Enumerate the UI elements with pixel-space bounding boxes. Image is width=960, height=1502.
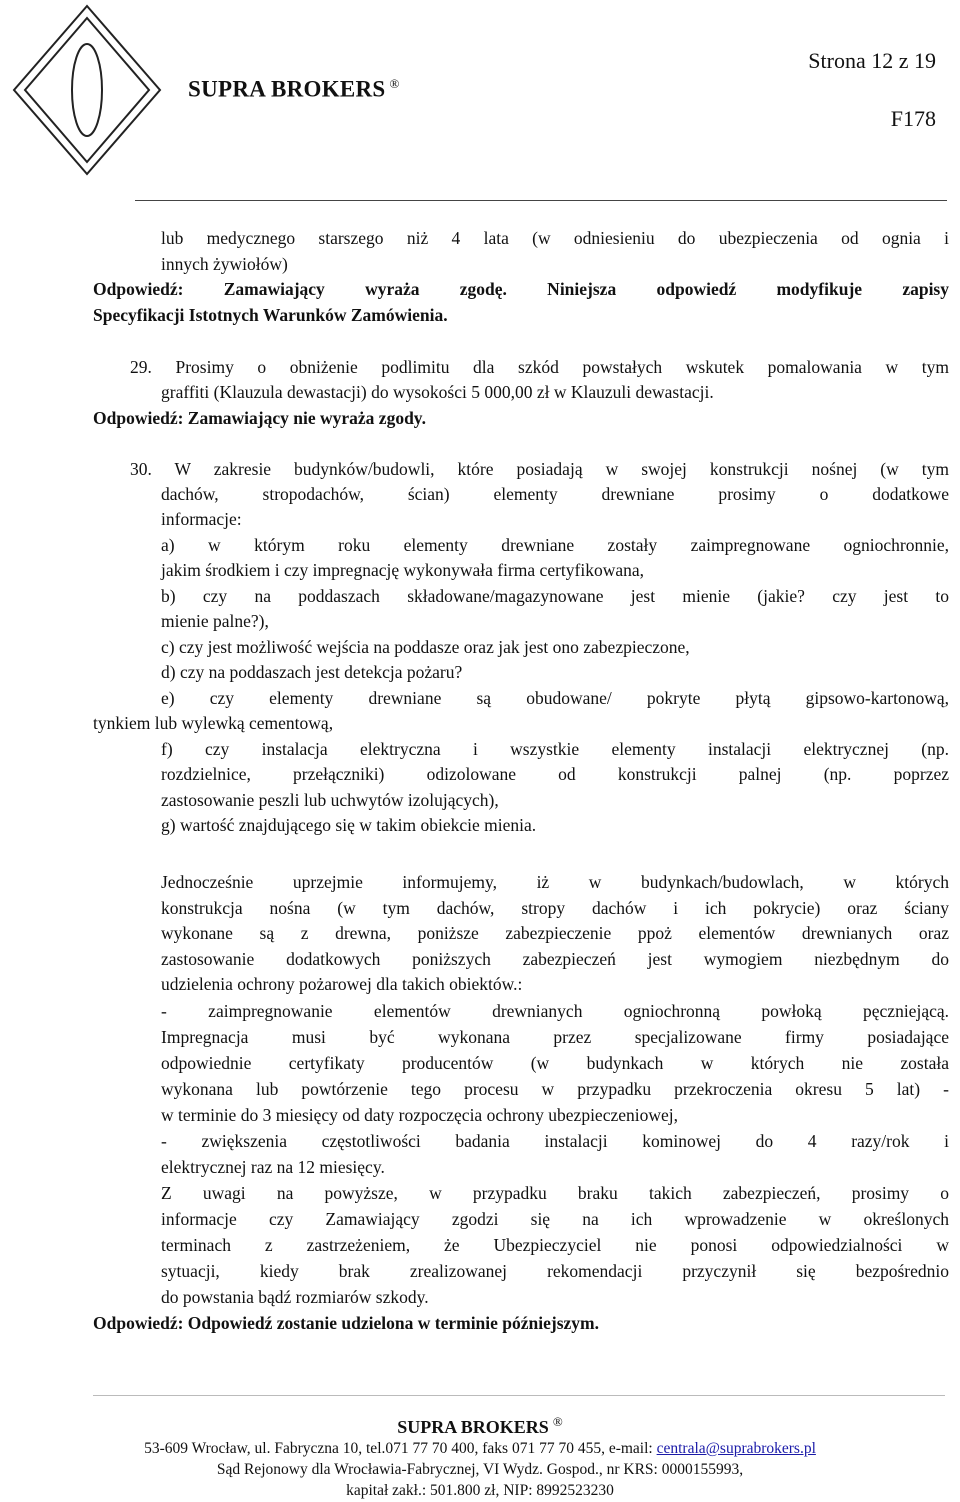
header-brand-name: SUPRA BROKERS [188,76,386,102]
footer-address-text: 53-609 Wrocław, ul. Fabryczna 10, tel.071 77 70 400, faks 071 77 70 455, e-mail: [144,1440,657,1457]
text-line: wykonane są z drewna, poniższe zabezpieczenie ppoż elementów drewnianych oraz [161,923,949,943]
answer-line: Odpowiedź: Zamawiający wyraża zgodę. Niniejsza odpowiedź modyfikuje zapisy [93,279,949,299]
text-line: wykonana lub powtórzenie tego procesu w przypadku przekroczenia okresu 5 lat) - [161,1079,949,1099]
list-item: c) czy jest możliwość wejścia na poddasze oraz jak jest ono zabezpieczone, [161,637,690,657]
text-line: terminach z zastrzeżeniem, że Ubezpieczyciel nie ponosi odpowiedzialności w [161,1235,949,1255]
answer-line: Specyfikacji Istotnych Warunków Zamówienia. [93,305,448,325]
text-line: - zwiększenia częstotliwości badania instalacji kominowej do 4 razy/rok i [161,1131,949,1151]
question-30: 30. W zakresie budynków/budowli, które posiadają w swojej konstrukcji nośnej (w tym [130,459,949,479]
text-line: Impregnacja musi być wykonana przez specjalizowane firmy posiadające [161,1027,949,1047]
list-item: b) czy na poddaszach składowane/magazynowane jest mienie (jakie? czy jest to [161,586,949,606]
text-line: sytuacji, kiedy brak zrealizowanej rekomendacji przyczynił się bezpośrednio [161,1261,949,1281]
footer-divider [93,1395,945,1396]
footer-email-link[interactable]: centrala@suprabrokers.pl [656,1440,816,1457]
text-line: mienie palne?), [161,611,269,631]
text-line: tynkiem lub wylewką cementową, [93,713,334,733]
answer-line: Odpowiedź: Zamawiający nie wyraża zgody. [93,408,426,428]
footer-registered-mark: ® [552,1414,563,1429]
text-line: do powstania bądź rozmiarów szkody. [161,1287,429,1307]
header-divider [135,200,947,201]
text-line: dachów, stropodachów, ścian) elementy drewniane prosimy o dodatkowe [161,484,949,504]
text-line: Jednocześnie uprzejmie informujemy, iż w budynkach/budowlach, w których [161,872,949,892]
footer-brand [0,1414,960,1438]
text-line: graffiti (Klauzula dewastacji) do wysokości 5 000,00 zł w Klauzuli dewastacji. [161,382,714,402]
text-line: informacje: [161,509,242,529]
list-item: a) w którym roku elementy drewniane zostały zaimpregnowane ogniochronnie, [161,535,949,555]
text-line: lub medycznego starszego niż 4 lata (w odniesieniu do ubezpieczenia od ognia i [161,228,949,248]
text-line: rozdzielnice, przełączniki) odizolowane od konstrukcji palnej (np. poprzez [161,764,949,784]
footer-brand-name: SUPRA BROKERS [397,1417,549,1437]
list-item: e) czy elementy drewniane są obudowane/ pokryte płytą gipsowo-kartonową, [161,688,949,708]
text-line: elektrycznej raz na 12 miesięcy. [161,1157,385,1177]
question-29: 29. Prosimy o obniżenie podlimitu dla szkód powstałych wskutek pomalowania w tym [130,357,949,377]
text-line: Z uwagi na powyższe, w przypadku braku takich zabezpieczeń, prosimy o [161,1183,949,1203]
text-line: w terminie do 3 miesięcy od daty rozpoczęcia ochrony ubezpieczeniowej, [161,1105,679,1125]
text-line: informacje czy Zamawiający zgodzi się na ich wprowadzenie w określonych [161,1209,949,1229]
page-number: Strona 12 z 19 [808,48,936,73]
list-item: d) czy na poddaszach jest detekcja pożaru? [161,662,463,682]
document-code: F178 [890,106,936,131]
answer-line: Odpowiedź: Odpowiedź zostanie udzielona w terminie późniejszym. [93,1313,600,1333]
text-line: udzielenia ochrony pożarowej dla takich obiektów.: [161,974,523,994]
text-line: zastosowanie dodatkowych poniższych zabezpieczeń jest wymogiem niezbędnym do [161,949,949,969]
text-line: innych żywiołów) [161,254,288,274]
list-item: f) czy instalacja elektryczna i wszystkie elementy instalacji elektrycznej (np. [161,739,949,759]
footer-court: Sąd Rejonowy dla Wrocławia-Fabrycznej, VI Wydz. Gospod., nr KRS: 0000155993, [216,1461,744,1478]
text-line: jakim środkiem i czy impregnację wykonywała firma certyfikowana, [161,560,645,580]
text-line: zastosowanie peszli lub uchwytów izolujących), [161,790,499,810]
text-line: konstrukcja nośna (w tym dachów, stropy dachów i ich pokrycie) oraz ściany [161,898,949,918]
footer-capital: kapitał zakł.: 501.800 zł, NIP: 8992523230 [346,1482,614,1499]
header-brand [188,76,400,103]
footer-address [0,1440,960,1458]
text-line: - zaimpregnowanie elementów drewnianych ogniochronną powłoką pęczniejącą. [161,1001,949,1021]
list-item: g) wartość znajdującego się w takim obiekcie mienia. [161,815,537,835]
text-line: odpowiednie certyfikaty producentów (w budynkach w których nie została [161,1053,949,1073]
company-logo [12,4,162,176]
registered-mark: ® [389,76,400,91]
